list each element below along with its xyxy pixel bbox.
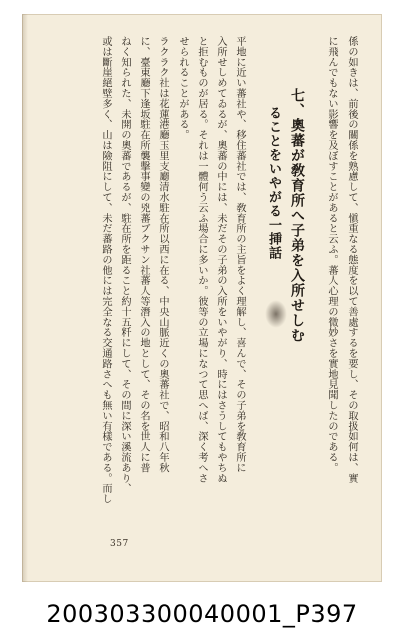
text-column-5: と拒むものが居る。それは一體何う云ふ場合に多いか。彼等の立場になつて思へば、深く考へさ [196, 36, 207, 484]
page-number: 357 [110, 539, 129, 549]
text-column-1: 係の如きは、前後の關係を熟慮して、愼重なる態度を以て善處するを要し、その取扱如何は、實 [346, 36, 357, 484]
text-column-7: ラクラク社は花蓮港廳玉里支廳清水駐在所以西に在る、中央山脈近くの奧蕃社で、昭和八年秋 [157, 36, 168, 473]
text-column-2: に飛んでもない影響を及ぼすことがあると云ふ。蕃人心理の微妙さを實地見聞したのである。 [326, 36, 337, 473]
section-heading-line-2: ることをいやがる一挿話 [266, 106, 281, 260]
text-column-10: 或は斷崖絕壁多く、山は險阻にして、未だ蕃路の他には完全なる交通路さへも無い有樣である。而し [100, 36, 111, 504]
text-column-6: せられることがある。 [177, 36, 188, 140]
text-column-4: 入所せしめてゐるが、奧蕃の中には、未だその子弟の入所をいやがり、時にはさうしてもやちぬ [215, 36, 226, 484]
page-gutter-shadow [22, 14, 28, 582]
book-page [22, 14, 382, 582]
text-column-3: 平地に近い蕃社や、移住蕃社では、敎育所の主旨をよく理解し、喜んで、その子弟を敎育所に [234, 36, 245, 473]
section-heading-line-1: 七、奧蕃が敎育所へ子弟を入所せしむ [289, 88, 305, 343]
text-column-9: ねく知られた、未開の奧蕃であるが、駐在所を距ること約十五粁にして、その間に深い溪流あり、 [119, 36, 130, 494]
ink-stain [265, 300, 287, 328]
image-id-caption: 200303300040001_P397 [46, 600, 358, 628]
text-column-8: に、臺東廳下逢坂駐在所襲擊事變の兇蕃ブクサン社蕃人等潛入の地として、その名を世人に普 [138, 36, 149, 473]
